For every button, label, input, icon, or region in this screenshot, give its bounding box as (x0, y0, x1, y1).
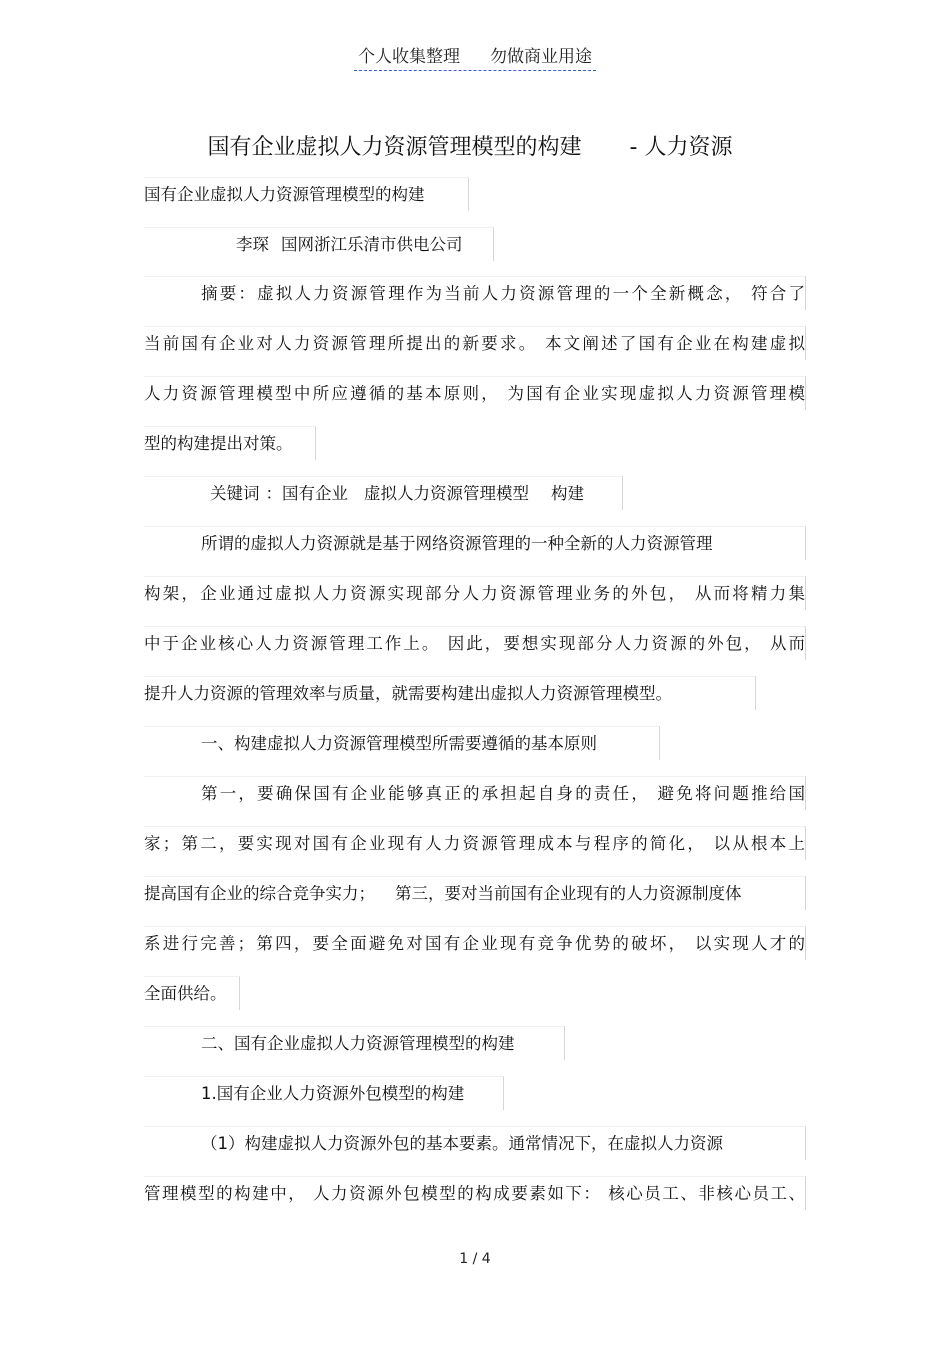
body-text: 构架，企业通过虚拟人力资源实现部分人力资源管理业务的外包， (144, 584, 688, 603)
section-1-line-4 (144, 926, 806, 960)
intro-line-4 (144, 676, 756, 710)
section-1-line-2 (144, 826, 806, 860)
section-heading: 二、国有企业虚拟人力资源管理模型的构建 (201, 1034, 515, 1053)
author-affiliation: 国网浙江乐清市供电公司 (281, 235, 463, 254)
section-2-line-1 (144, 1126, 806, 1160)
title-suffix: - 人力资源 (629, 135, 733, 160)
subtitle-line (144, 177, 469, 211)
body-text: 人力资源外包模型的构成要素如下： (313, 1184, 602, 1203)
author-line (144, 227, 494, 261)
body-text: 提升人力资源的管理效率与质量，就需要构建出虚拟人力资源管理模型。 (144, 684, 672, 703)
header-note (354, 42, 596, 71)
keyword-2: 虚拟人力资源管理模型 (364, 484, 529, 503)
body-text: 系进行完善；第四，要全面避免对国有企业现有竞争优势的破坏， (144, 934, 688, 953)
body-text: 家；第二，要实现对国有企业现有人力资源管理成本与程序的简化， (144, 834, 707, 853)
section-1-line-3 (144, 876, 806, 910)
abstract-line-1 (144, 276, 806, 310)
section-1-line-5 (144, 976, 240, 1010)
intro-line-1 (144, 526, 806, 560)
body-text: 以从根本上 (713, 834, 806, 853)
keywords-label: 关键词 (210, 484, 260, 503)
abstract-text: 摘要：虚拟人力资源管理作为当前人力资源管理的一个全新概念， (201, 284, 744, 303)
author-name: 李琛 (236, 235, 269, 254)
header-right-text: 勿做商业用途 (490, 47, 592, 67)
abstract-line-2 (144, 326, 806, 360)
body-text: 从而 (770, 634, 806, 653)
section-heading: 一、构建虚拟人力资源管理模型所需要遵循的基本原则 (201, 734, 597, 753)
document-title (0, 130, 940, 161)
subsection-heading: 1.国有企业人力资源外包模型的构建 (201, 1084, 465, 1103)
keywords-line (144, 476, 623, 510)
abstract-text: 型的构建提出对策。 (144, 434, 293, 453)
body-text: 第三，要对当前国有企业现有的人力资源制度体 (395, 884, 742, 903)
keywords-separator: ： (265, 484, 282, 503)
body-text: （1）构建虚拟人力资源外包的基本要素。通常情况下，在虚拟人力资源 (201, 1134, 723, 1153)
body-text: 管理模型的构建中， (144, 1184, 307, 1203)
body-text: 第一，要确保国有企业能够真正的承担起自身的责任， (201, 784, 651, 803)
subtitle: 国有企业虚拟人力资源管理模型的构建 (144, 185, 425, 204)
header-left-text: 个人收集整理 (358, 47, 460, 67)
section-1-heading (144, 726, 660, 760)
body-text: 因此，要想实现部分人力资源的外包， (447, 634, 763, 653)
title-main: 国有企业虚拟人力资源管理模型的构建 (207, 135, 582, 160)
body-text: 核心员工、非核心员工、 (608, 1184, 806, 1203)
abstract-text: 符合了 (751, 284, 806, 303)
abstract-text: 本文阐述了国有企业在构建虚拟 (544, 334, 806, 353)
section-2-heading (144, 1026, 565, 1060)
section-1-line-1 (144, 776, 806, 810)
section-2-line-2 (144, 1176, 806, 1210)
intro-line-3 (144, 626, 806, 660)
body-text: 以实现人才的 (694, 934, 806, 953)
intro-line-2 (144, 576, 806, 610)
abstract-line-3 (144, 376, 806, 410)
keyword-1: 国有企业 (282, 484, 348, 503)
body-text: 所谓的虚拟人力资源就是基于网络资源管理的一种全新的人力资源管理 (201, 534, 713, 553)
page-header (0, 42, 950, 71)
body-text: 避免将问题推给国 (657, 784, 806, 803)
body-text: 全面供给。 (144, 984, 227, 1003)
section-2-subheading (144, 1076, 504, 1110)
body-text: 提高国有企业的综合竞争实力； (144, 884, 375, 903)
abstract-line-4 (144, 426, 316, 460)
abstract-text: 人力资源管理模型中所应遵循的基本原则， (144, 384, 500, 403)
abstract-text: 当前国有企业对人力资源管理所提出的新要求。 (144, 334, 538, 353)
body-text: 中于企业核心人力资源管理工作上。 (144, 634, 441, 653)
page-number: 1 / 4 (459, 1251, 491, 1267)
body-text: 从而将精力集 (694, 584, 806, 603)
keyword-3: 构建 (551, 484, 584, 503)
abstract-text: 为国有企业实现虚拟人力资源管理模 (507, 384, 806, 403)
